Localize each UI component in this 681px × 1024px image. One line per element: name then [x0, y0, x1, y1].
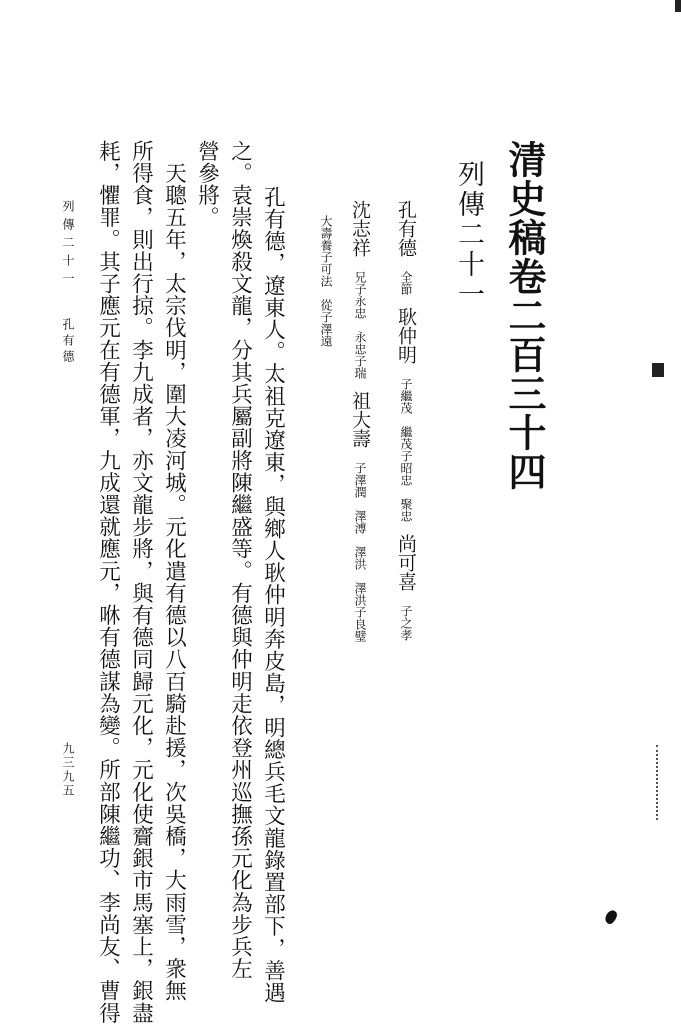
person-name: 祖大壽	[349, 391, 371, 448]
page-title: 清史稿卷二百三十四	[502, 140, 547, 491]
person-note: 全節	[399, 257, 413, 307]
body-column-1: 孔有德，遼東人。太祖克遼東，與鄉人耿仲明奔皮島，明總兵毛文龍錄置部下，善遇	[260, 186, 286, 1004]
person-note: 兄子永忠 永忠子瑞	[353, 257, 367, 391]
person-note: 子繼茂 繼茂子昭忠 聚忠	[399, 364, 413, 534]
chapter-subtitle: 列傳二十一	[453, 160, 484, 310]
person-note: 子之孝	[399, 591, 413, 641]
person-note: 子澤潤 澤溥 澤洪 澤洪子良璧	[353, 448, 367, 642]
ink-blot	[603, 908, 619, 925]
footer-page-number: 九三九五	[61, 742, 75, 798]
body-column-6: 耗，懼罪。其子應元在有德軍，九成還就應元，咻有德謀為變。所部陳繼功、李尚友、曹得	[95, 140, 121, 1024]
person-note: 大壽養子可法 從子澤遠	[319, 215, 333, 347]
person-name: 耿仲明	[395, 307, 417, 364]
footer-section: 列傳二十一	[61, 200, 75, 290]
person-list-col-3	[316, 215, 335, 347]
scan-dots-right	[656, 745, 664, 820]
footer-name: 孔有德	[61, 318, 75, 366]
scan-mark-right	[652, 363, 664, 377]
body-column-2: 之。袁崇煥殺文龍，分其兵屬副將陳繼盛等。有德與仲明走依登州巡撫孫元化為步兵左	[227, 140, 253, 980]
body-column-5: 所得食，則出行掠。李九成者，亦文龍步將，與有德同歸元化，元化使齎銀市馬塞上，銀盡	[128, 140, 154, 1024]
body-column-3: 營參將。	[194, 140, 220, 229]
person-name: 沈志祥	[349, 200, 371, 257]
person-list-col-1	[396, 200, 415, 641]
top-right-mark	[675, 0, 681, 12]
person-list-col-2	[350, 200, 369, 642]
person-name: 孔有德	[395, 200, 417, 257]
body-column-4: 天聰五年，太宗伐明，圍大凌河城。元化遣有德以八百騎赴援，次吳橋，大雨雪，衆無	[161, 140, 187, 1002]
person-name: 尚可喜	[395, 534, 417, 591]
